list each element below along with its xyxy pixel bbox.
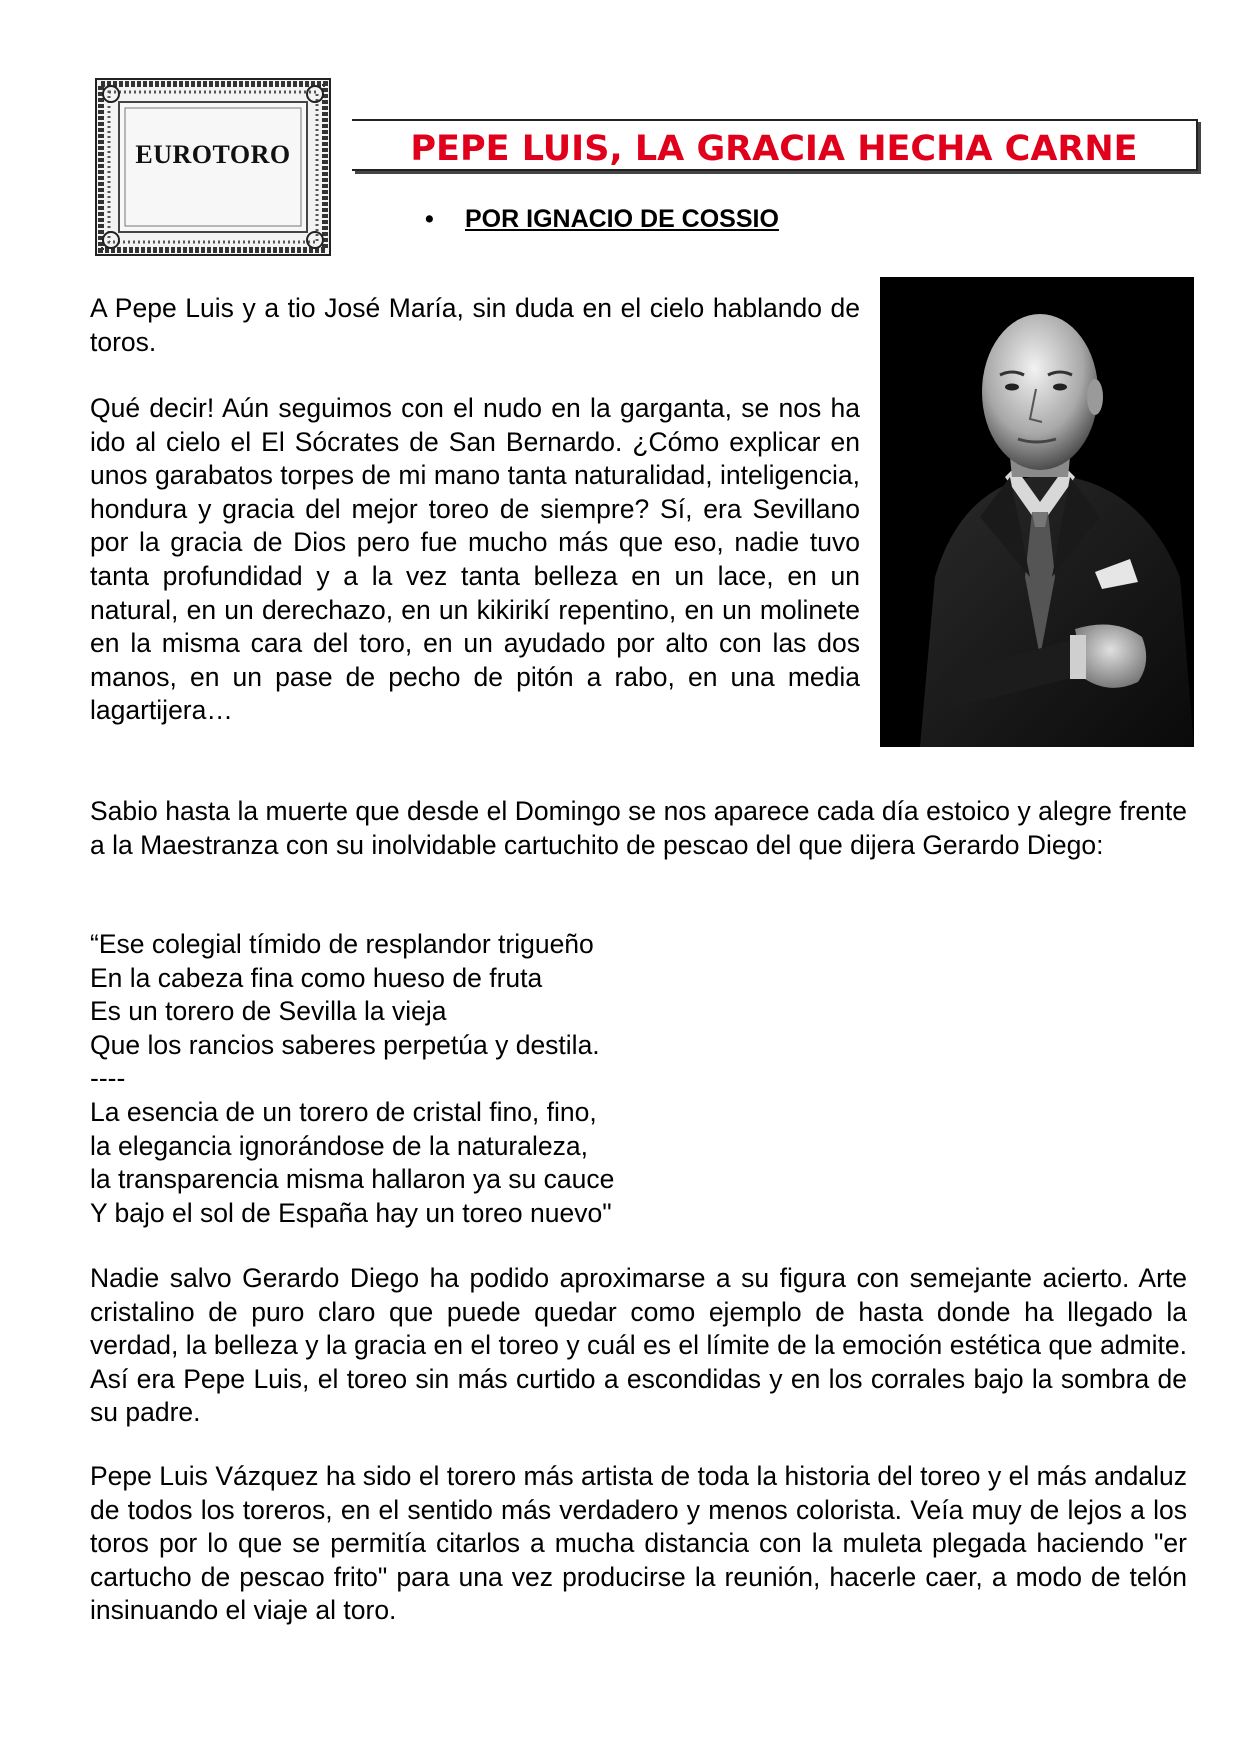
author-portrait [880, 277, 1194, 747]
poem-line: Es un torero de Sevilla la vieja [90, 996, 447, 1027]
paragraph-sabio: Sabio hasta la muerte que desde el Domingo se nos aparece cada día estoico y alegre frente a la Maestranza con su inolvidable cartuchito de pescao del que dijera Gerardo Diego: [90, 796, 1187, 860]
title-box [352, 119, 1198, 171]
bullet-icon: • [425, 205, 434, 233]
paragraph-intro: Qué decir! Aún seguimos con el nudo en la garganta, se nos ha ido al cielo el El Sócrates de San Bernardo. ¿Cómo explicar en unos garabatos torpes de mi mano tanta naturalidad, inteligencia, hondura y gracia del mejor toreo de siempre? Sí, era Sevillano por la gracia de Dios pero fue mucho más que eso, nadie tuvo tanta profundidad y a la vez tanta belleza en un lace, en un natural, en un derechazo, en un kikirikí repentino, en un molinete en la misma cara del toro, en un ayudado por alto con las dos manos, en un pase de pecho de pitón a rabo, en una media lagartijera… [90, 393, 860, 726]
page-title: PEPE LUIS, LA GRACIA HECHA CARNE [410, 129, 1138, 169]
byline [425, 205, 779, 234]
poem-separator: ---- [90, 1063, 126, 1094]
paragraph-gerardo-diego: Nadie salvo Gerardo Diego ha podido aproximarse a su figura con semejante acierto. Arte cristalino de puro claro que puede quedar como ejemplo de hasta donde ha llegado la verdad, la belleza y la gracia en el toreo y cuál es el límite de la emoción estética que admite. Así era Pepe Luis, el toreo sin más curtido a escondidas y en los corrales bajo la sombra de su padre. [90, 1263, 1187, 1428]
portrait-illustration [880, 277, 1194, 747]
poem-line: Y bajo el sol de España hay un toreo nuevo" [90, 1197, 612, 1228]
paragraph-vazquez: Pepe Luis Vázquez ha sido el torero más artista de toda la historia del toreo y el más andaluz de todos los toreros, en el sentido más verdadero y menos colorista. Veía muy de lejos a los toros por lo que se permitía citarlos a mucha distancia con la muleta plegada haciendo "er cartucho de pescao frito" para una vez producirse la reunión, hacerle caer, a modo de telón insinuando el viaje al toro. [90, 1461, 1187, 1626]
author-name: POR IGNACIO DE COSSIO [465, 205, 779, 233]
logo-text: EUROTORO [135, 140, 291, 169]
poem-line: “Ese colegial tímido de resplandor trigueño [90, 929, 594, 959]
poem-line: la elegancia ignorándose de la naturaleza, [90, 1130, 588, 1161]
poem-line: Que los rancios saberes perpetúa y destila. [90, 1029, 600, 1060]
eurotoro-logo [95, 78, 331, 256]
poem [90, 928, 910, 1230]
poem-line: En la cabeza fina como hueso de fruta [90, 962, 543, 993]
poem-line: la transparencia misma hallaron ya su cauce [90, 1164, 615, 1195]
paragraph-dedication: A Pepe Luis y a tio José María, sin duda en el cielo hablando de toros. [90, 293, 860, 357]
poem-line: La esencia de un torero de cristal fino, fino, [90, 1096, 597, 1127]
